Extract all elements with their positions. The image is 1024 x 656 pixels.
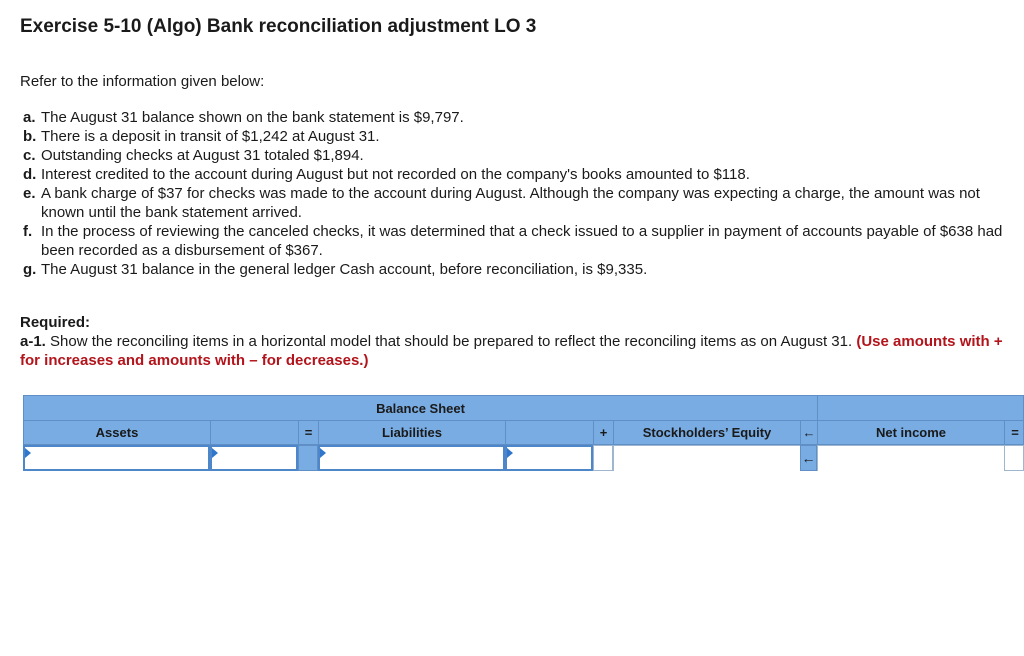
- cell-flag-icon: [212, 448, 218, 458]
- item-letter: c.: [23, 147, 36, 164]
- item-text: Outstanding checks at August 31 totaled $1,894.: [41, 147, 364, 164]
- table-row: [23, 445, 1024, 471]
- item-letter: g.: [23, 261, 37, 278]
- equity-header: Stockholders’ Equity: [614, 421, 801, 444]
- net-income-field[interactable]: [818, 446, 1007, 472]
- list-item: [20, 260, 1010, 279]
- required-note: (Use amounts with + for increases and amounts with – for decreases.): [20, 333, 1003, 369]
- equals-sign: =: [299, 421, 319, 444]
- item-letter: e.: [23, 185, 36, 202]
- required-instructions: [20, 332, 1010, 370]
- equity-input[interactable]: [613, 445, 800, 471]
- assets-amount-field[interactable]: [212, 447, 296, 469]
- item-text: Interest credited to the account during August but not recorded on the company's books amounted to $118.: [41, 166, 750, 183]
- page-title: Exercise 5-10 (Algo) Bank reconciliation adjustment LO 3: [20, 16, 537, 37]
- table-column-header-row: [23, 421, 1024, 445]
- plus-sign: +: [594, 421, 614, 444]
- net-income-input[interactable]: [817, 445, 1004, 471]
- equity-field[interactable]: [614, 446, 803, 472]
- liabilities-amount-input[interactable]: [505, 445, 593, 471]
- item-letter: b.: [23, 128, 37, 145]
- equals-sign: =: [1011, 425, 1019, 440]
- item-letter: d.: [23, 166, 37, 183]
- item-letter: f.: [23, 223, 33, 240]
- left-arrow-icon: ←: [800, 445, 817, 471]
- liabilities-header: Liabilities: [319, 421, 506, 444]
- cell-flag-icon: [507, 448, 513, 458]
- left-arrow-icon: ←: [801, 421, 818, 444]
- liabilities-field[interactable]: [320, 447, 503, 469]
- required-text: Show the reconciling items in a horizontal model that should be prepared to reflect the reconciling items as on August 31.: [50, 333, 853, 350]
- list-item: [20, 165, 1010, 184]
- liabilities-amount-field[interactable]: [507, 447, 591, 469]
- assets-header: Assets: [24, 421, 211, 444]
- item-text: The August 31 balance in the general ledger Cash account, before reconciliation, is $9,335.: [41, 261, 648, 278]
- list-item: [20, 108, 1010, 127]
- table-group-header-row: [23, 395, 1024, 421]
- assets-amount-input[interactable]: [210, 445, 298, 471]
- net-income-header: Net income: [818, 421, 1005, 444]
- info-list: [20, 108, 1010, 279]
- balance-sheet-header: Balance Sheet: [376, 401, 465, 416]
- assets-field[interactable]: [25, 447, 208, 469]
- item-text: There is a deposit in transit of $1,242 at August 31.: [41, 128, 380, 145]
- item-text: A bank charge of $37 for checks was made to the account during August. Although the company was expecting a charge, the amount was not known until the bank statement arrived.: [41, 185, 980, 221]
- item-letter: a.: [23, 109, 36, 126]
- list-item: [20, 222, 1010, 260]
- liabilities-input[interactable]: [318, 445, 505, 471]
- intro-text: Refer to the information given below:: [20, 73, 265, 90]
- list-item: [20, 146, 1010, 165]
- item-text: In the process of reviewing the canceled checks, it was determined that a check issued to a supplier in payment of accounts payable of $638 had been recorded as a disbursement of $367.: [41, 223, 1003, 259]
- required-label: a-1.: [20, 333, 46, 350]
- required-heading: Required:: [20, 314, 91, 331]
- list-item: [20, 127, 1010, 146]
- cell-flag-icon: [320, 448, 326, 458]
- assets-input[interactable]: [23, 445, 210, 471]
- cell-flag-icon: [25, 448, 31, 458]
- list-item: [20, 184, 1010, 222]
- item-text: The August 31 balance shown on the bank statement is $9,797.: [41, 109, 464, 126]
